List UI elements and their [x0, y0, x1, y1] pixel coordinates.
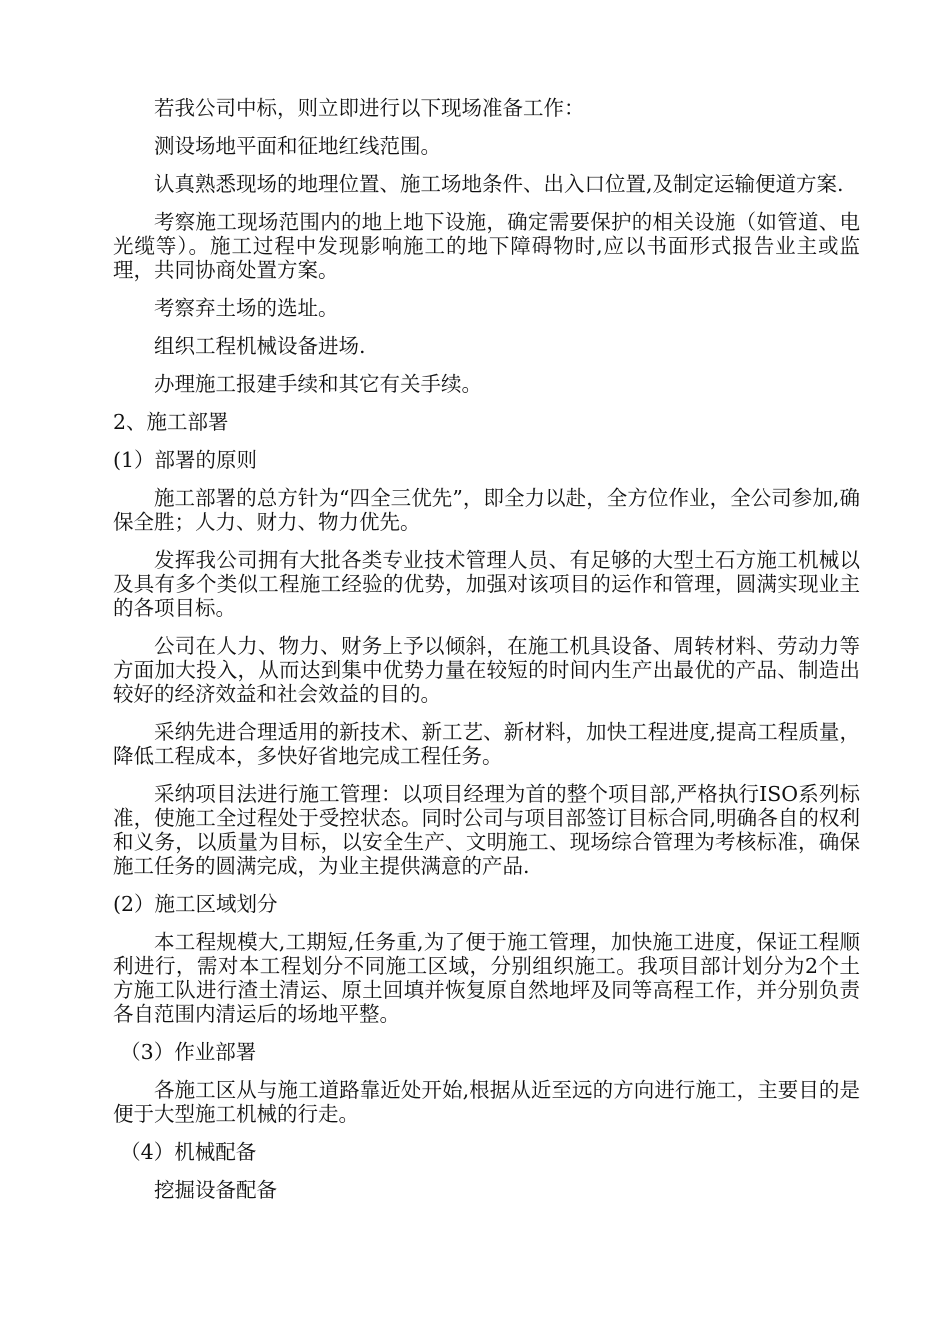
subsection-heading-operations: （3）作业部署 [120, 1040, 257, 1064]
section-heading-deployment: 2、施工部署 [113, 410, 229, 434]
paragraph-principles-2: 发挥我公司拥有大批各类专业技术管理人员、有足够的大型土石方施工机械以及具有多个类似工程施工经验的优势，加强对该项目的运作和管理，圆满实现业主的各项目标。 [113, 548, 860, 620]
paragraph-principles-3: 公司在人力、物力、财务上予以倾斜，在施工机具设备、周转材料、劳动力等方面加大投入，从而达到集中优势力量在较短的时间内生产出最优的产品、制造出较好的经济效益和社会效益的目的。 [113, 634, 860, 706]
paragraph-operations-1: 各施工区从与施工道路靠近处开始,根据从近至远的方向进行施工，主要目的是便于大型施工机械的行走。 [113, 1078, 860, 1126]
subsection-heading-machinery: （4）机械配备 [120, 1140, 257, 1164]
subsection-heading-principles: (1）部署的原则 [113, 448, 258, 472]
subsection-heading-zoning: (2）施工区域划分 [113, 892, 278, 916]
paragraph-permits: 办理施工报建手续和其它有关手续。 [154, 372, 482, 396]
paragraph-site-prep-intro: 若我公司中标，则立即进行以下现场准备工作： [154, 96, 585, 120]
paragraph-machinery-entry: 组织工程机械设备进场. [154, 334, 366, 358]
paragraph-spoil-site: 考察弃土场的选址。 [154, 296, 339, 320]
paragraph-principles-5: 采纳项目法进行施工管理：以项目经理为首的整个项目部,严格执行ISO系列标准，使施工全过程处于受控状态。同时公司与项目部签订目标合同,明确各自的权利和义务，以质量为目标，以安全生产、文明施工、现场综合管理为考核标准，确保施工任务的圆满完成，为业主提供满意的产品. [113, 782, 860, 878]
paragraph-zoning-1: 本工程规模大,工期短,任务重,为了便于施工管理，加快施工进度，保证工程顺利进行，需对本工程划分不同施工区域，分别组织施工。我项目部计划分为2个土方施工队进行渣土清运、原土回填并恢复原自然地坪及同等高程工作，并分别负责各自范围内清运后的场地平整。 [113, 930, 860, 1026]
paragraph-machinery-1: 挖掘设备配备 [154, 1178, 277, 1202]
document-body [113, 96, 860, 1216]
paragraph-facility-survey: 考察施工现场范围内的地上地下设施，确定需要保护的相关设施（如管道、电光缆等）。施工过程中发现影响施工的地下障碍物时,应以书面形式报告业主或监理，共同协商处置方案。 [113, 210, 860, 282]
paragraph-site-familiarize: 认真熟悉现场的地理位置、施工场地条件、出入口位置,及制定运输便道方案. [154, 172, 844, 196]
paragraph-principles-4: 采纳先进合理适用的新技术、新工艺、新材料，加快工程进度,提高工程质量，降低工程成本，多快好省地完成工程任务。 [113, 720, 860, 768]
paragraph-survey: 测设场地平面和征地红线范围。 [154, 134, 441, 158]
paragraph-principles-1: 施工部署的总方针为“四全三优先”，即全力以赴，全方位作业，全公司参加,确保全胜；人力、财力、物力优先。 [113, 486, 860, 534]
